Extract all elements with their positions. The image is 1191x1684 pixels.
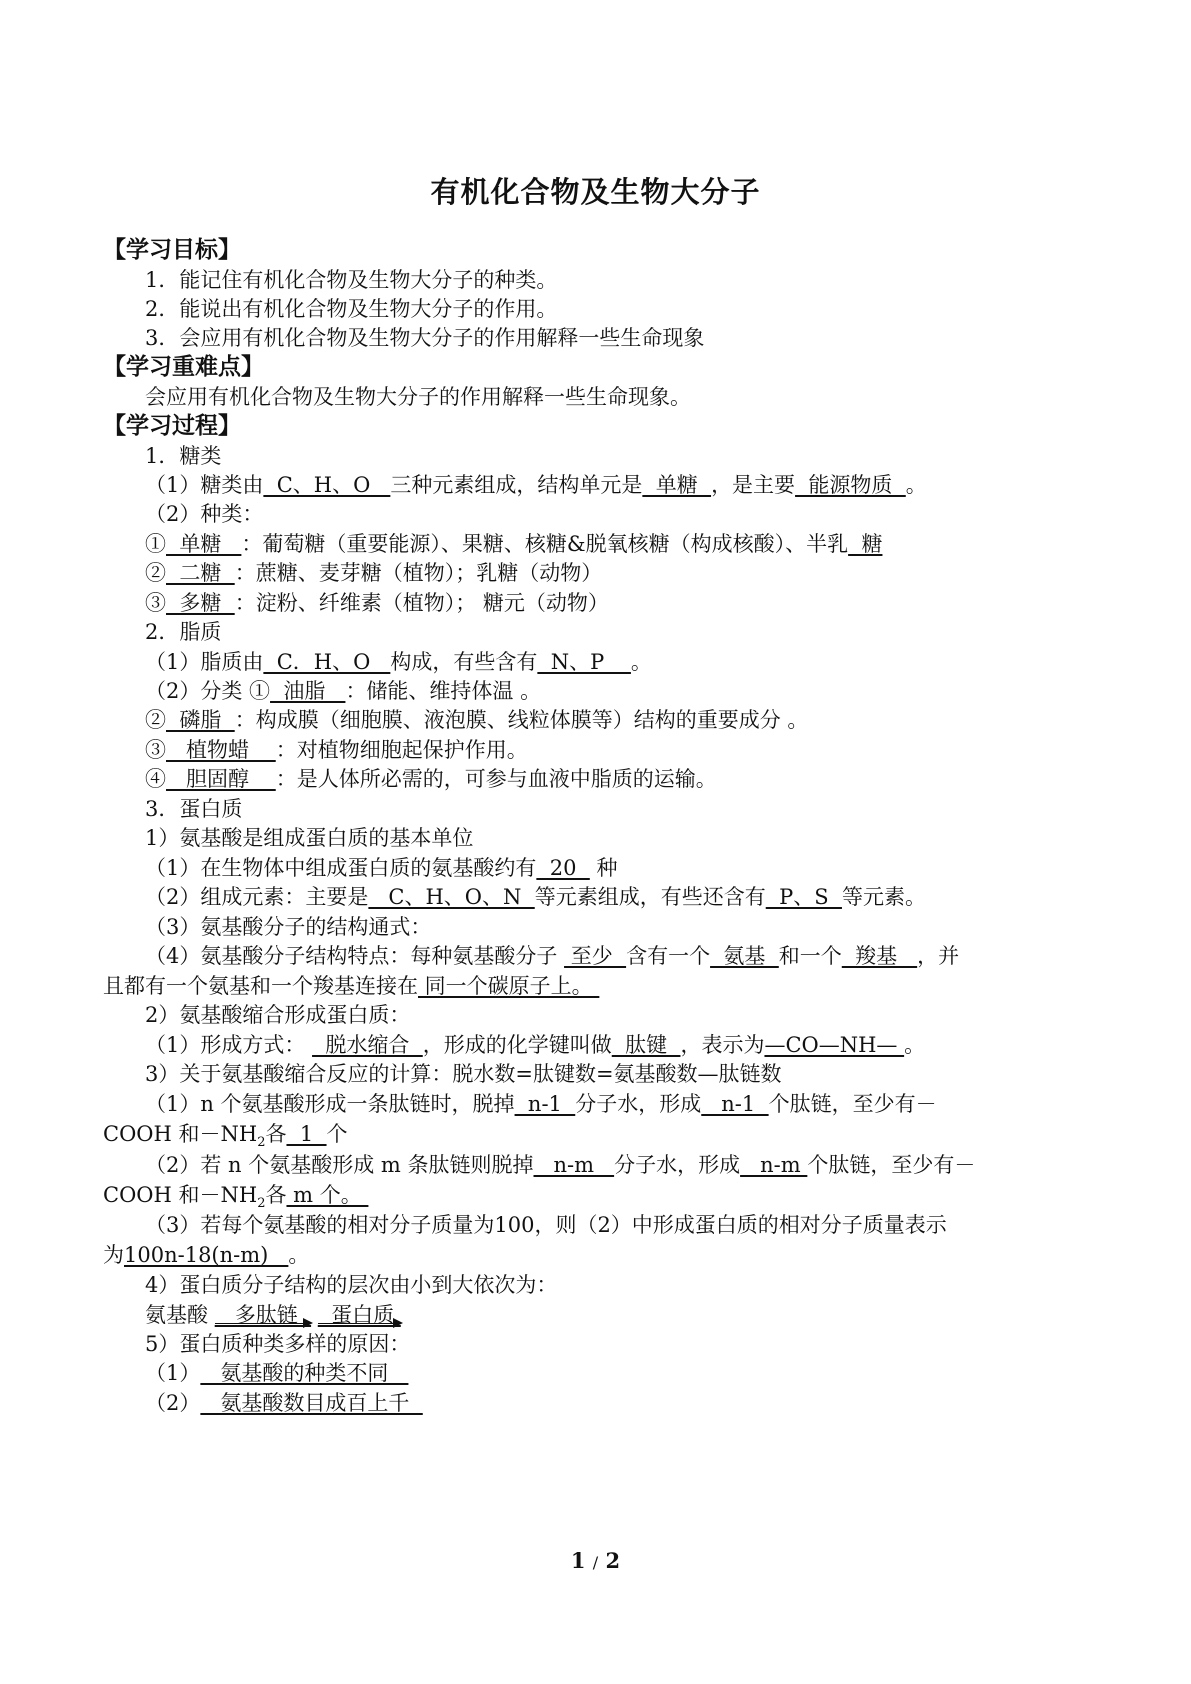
protein-line: （1）形成方式： 脱水缩合 ，形成的化学键叫做 肽键 ，表示为—CO—NH— 。 xyxy=(145,1033,926,1057)
lipid-line-2: （2）分类 ① 油脂 ：储能、维持体温 。 xyxy=(145,679,542,703)
arrow-icon xyxy=(215,1300,311,1330)
blank-answer: n-1 xyxy=(514,1092,576,1116)
blank-answer: 肽键 xyxy=(611,1033,681,1057)
blank-answer: 脱水缩合 xyxy=(312,1033,423,1057)
blank-answer: 油脂 xyxy=(270,679,346,703)
blank-answer: 至少 xyxy=(564,944,627,968)
sugar-line-1: （1）糖类由 C、H、O 三种元素组成，结构单元是 单糖 ，是主要 能源物质 。 xyxy=(145,473,927,497)
blank-answer: 100n-18(n-m) xyxy=(124,1243,289,1267)
protein-sub-5: 5）蛋白质种类多样的原因： xyxy=(145,1332,411,1356)
section-lipid-title: 2．脂质 xyxy=(145,620,222,644)
blank-answer: C、H、O、N xyxy=(368,885,535,909)
protein-line: COOH 和$-NH_2$各 1 个 xyxy=(103,1122,348,1151)
lipid-line-5: ④ 胆固醇 ：是人体所必需的，可参与血液中脂质的运输。 xyxy=(145,767,717,791)
blank-answer: m 个。 xyxy=(286,1183,369,1207)
key-points-heading: 【学习重难点】 xyxy=(103,354,264,380)
blank-answer: 多糖 xyxy=(166,591,235,615)
protein-line: （2）组成元素：主要是 C、H、O、N 等元素组成，有些还含有 P、S 等元素。 xyxy=(145,885,926,909)
blank-answer: 同一个碳原子上。 xyxy=(418,974,600,998)
lipid-line-3: ② 磷脂 ：构成膜（细胞膜、液泡膜、线粒体膜等）结构的重要成分 。 xyxy=(145,708,809,732)
blank-answer: 二糖 xyxy=(166,561,235,585)
blank-answer: 多肽链 xyxy=(214,1303,312,1327)
blank-answer: 羧基 xyxy=(841,944,918,968)
blank-answer: 单糖 xyxy=(642,473,712,497)
process-heading: 【学习过程】 xyxy=(103,413,241,439)
protein-line: （1）n 个氨基酸形成一条肽链时，脱掉 n-1 分子水，形成 n-1 个肽链，至少有－ xyxy=(145,1092,937,1116)
objective-item: 3．会应用有机化合物及生物大分子的作用解释一些生命现象 xyxy=(145,326,705,350)
lipid-line-1: （1）脂质由 C．H、O 构成，有些含有 N、P 。 xyxy=(145,650,652,674)
section-sugar-title: 1．糖类 xyxy=(145,444,222,468)
blank-answer: 氨基 xyxy=(710,944,779,968)
sugar-line-3: ① 单糖 ：葡萄糖（重要能源）、果糖、核糖&脱氧核糖（构成核酸）、半乳 糖 xyxy=(145,532,883,556)
blank-answer: C、H、O xyxy=(263,473,391,497)
sugar-line-4: ② 二糖 ：蔗糖、麦芽糖（植物）；乳糖（动物） xyxy=(145,561,603,585)
protein-line: （3）氨基酸分子的结构通式： xyxy=(145,915,432,939)
page-number: 1 / 2 xyxy=(570,1548,621,1573)
objectives-heading: 【学习目标】 xyxy=(103,237,241,263)
blank-answer: 20 xyxy=(536,856,590,880)
blank-answer: N、P xyxy=(537,650,631,674)
protein-sub-4: 4）蛋白质分子结构的层次由小到大依次为： xyxy=(145,1273,558,1297)
blank-answer: 蛋白质 xyxy=(317,1303,401,1327)
section-protein-title: 3．蛋白质 xyxy=(145,797,243,821)
protein-sub-3: 3）关于氨基酸缩合反应的计算：脱水数=肽键数=氨基酸数—肽链数 xyxy=(145,1062,782,1086)
protein-line: COOH 和$-NH_2$各 m 个。 xyxy=(103,1183,369,1212)
page-title: 有机化合物及生物大分子 xyxy=(430,175,761,209)
protein-line: （4）氨基酸分子结构特点：每种氨基酸分子 至少 含有一个 氨基 和一个 羧基 ，并 xyxy=(145,944,960,968)
structure-hierarchy-line: 氨基酸 多肽链 蛋白质 xyxy=(145,1300,401,1330)
blank-answer: 能源物质 xyxy=(795,473,906,497)
blank-answer: C．H、O xyxy=(263,650,391,674)
protein-line: 为100n-18(n-m) 。 xyxy=(103,1243,310,1267)
blank-answer: 氨基酸的种类不同 xyxy=(200,1361,409,1385)
protein-sub-1: 1）氨基酸是组成蛋白质的基本单位 xyxy=(145,826,474,850)
blank-answer: —CO—NH— xyxy=(764,1033,905,1057)
protein-line: （2） 氨基酸数目成百上千 xyxy=(145,1391,423,1415)
sugar-line-5: ③ 多糖 ：淀粉、纤维素（植物）； 糖元（动物） xyxy=(145,591,609,615)
sugar-line-2: （2）种类： xyxy=(145,502,264,526)
objective-item: 1．能记住有机化合物及生物大分子的种类。 xyxy=(145,268,558,292)
protein-line: 且都有一个氨基和一个羧基连接在 同一个碳原子上。 xyxy=(103,974,600,998)
protein-line: （1） 氨基酸的种类不同 xyxy=(145,1361,409,1385)
lipid-line-4: ③ 植物蜡 ：对植物细胞起保护作用。 xyxy=(145,738,528,762)
key-points-text: 会应用有机化合物及生物大分子的作用解释一些生命现象。 xyxy=(145,385,691,409)
blank-answer: P、S xyxy=(765,885,842,909)
objective-item: 2．能说出有机化合物及生物大分子的作用。 xyxy=(145,297,558,321)
protein-line: （3）若每个氨基酸的相对分子质量为100，则（2）中形成蛋白质的相对分子质量表示 xyxy=(145,1213,947,1237)
protein-line: （2）若 n 个氨基酸形成 m 条肽链则脱掉 n-m 分子水，形成 n-m 个肽链，至少有－ xyxy=(145,1153,976,1177)
blank-answer: 1 xyxy=(286,1122,327,1146)
arrow-icon xyxy=(318,1300,401,1330)
blank-answer: 植物蜡 xyxy=(166,738,276,762)
blank-answer: n-m xyxy=(740,1153,808,1177)
protein-sub-2: 2）氨基酸缩合形成蛋白质： xyxy=(145,1003,411,1027)
blank-answer: 糖 xyxy=(848,532,883,556)
blank-answer: n-m xyxy=(533,1153,615,1177)
blank-answer: n-1 xyxy=(701,1092,769,1116)
blank-answer: 胆固醇 xyxy=(166,767,276,791)
protein-line: （1）在生物体中组成蛋白质的氨基酸约有 20 种 xyxy=(145,856,618,880)
blank-answer: 单糖 xyxy=(166,532,242,556)
blank-answer: 氨基酸数目成百上千 xyxy=(200,1391,423,1415)
blank-answer: 磷脂 xyxy=(166,708,235,732)
